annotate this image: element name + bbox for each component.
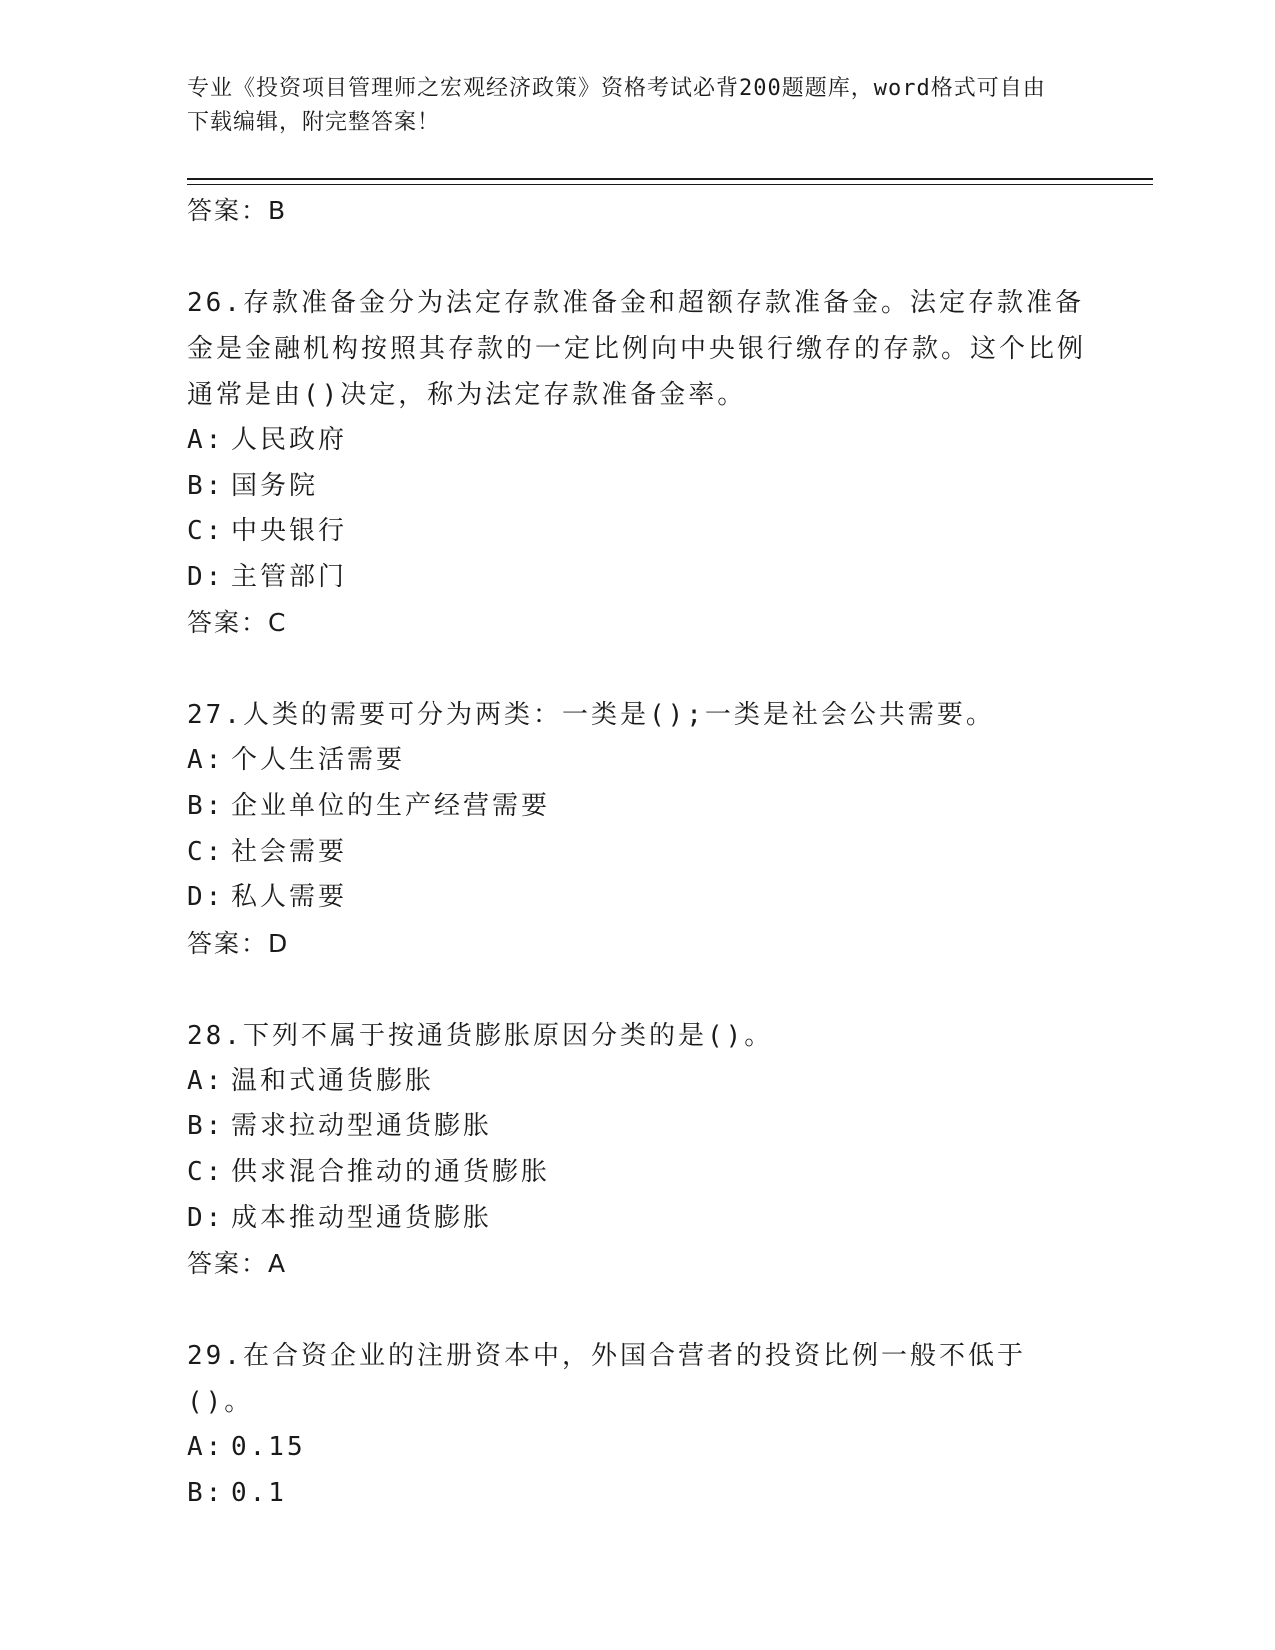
question-stem: 27.人类的需要可分为两类：一类是();一类是社会公共需要。 xyxy=(187,700,995,731)
option-key: C: xyxy=(187,1156,225,1187)
answer-line: 答案：C xyxy=(187,608,288,638)
option-key: A: xyxy=(187,1432,225,1463)
option-key: B: xyxy=(187,790,225,821)
option-a xyxy=(187,1059,1087,1105)
option-key: A: xyxy=(187,1065,225,1096)
question-list xyxy=(187,188,1087,1516)
document-header xyxy=(187,72,1067,140)
option-text: 中央银行 xyxy=(231,516,348,547)
option-text: 0.15 xyxy=(231,1432,306,1463)
header-divider xyxy=(187,178,1153,185)
option-key: C: xyxy=(187,836,225,867)
question-stem: 29.在合资企业的注册资本中，外国合营者的投资比例一般不低于()。 xyxy=(187,1341,1026,1418)
option-a xyxy=(187,738,1087,784)
option-text: 人民政府 xyxy=(231,425,348,455)
question-27 xyxy=(187,692,1087,966)
option-d xyxy=(187,555,1087,601)
option-text: 个人生活需要 xyxy=(231,745,406,776)
option-b xyxy=(187,784,1087,830)
question-stem: 28.下列不属于按通货膨胀原因分类的是()。 xyxy=(187,1020,774,1051)
option-key: B: xyxy=(187,1477,225,1508)
option-text: 主管部门 xyxy=(231,561,348,592)
option-text: 成本推动型通货膨胀 xyxy=(231,1202,493,1233)
option-key: D: xyxy=(187,561,225,592)
option-c xyxy=(187,1150,1087,1196)
option-c xyxy=(187,830,1087,876)
option-b xyxy=(187,1104,1087,1150)
question-28 xyxy=(187,1013,1087,1287)
option-c xyxy=(187,509,1087,555)
answer-line: 答案：D xyxy=(187,928,290,958)
option-text: 供求混合推动的通货膨胀 xyxy=(231,1156,551,1187)
question-29 xyxy=(187,1333,1087,1516)
question-stem: 26.存款准备金分为法定存款准备金和超额存款准备金。法定存款准备金是金融机构按照其存款的一定比例向中央银行缴存的存款。这个比例通常是由()决定，称为法定存款准备金率。 xyxy=(187,288,1087,410)
option-text: 企业单位的生产经营需要 xyxy=(231,790,551,821)
option-text: 0.1 xyxy=(231,1477,287,1508)
option-key: A: xyxy=(187,745,225,776)
option-key: D: xyxy=(187,882,225,913)
option-text: 需求拉动型通货膨胀 xyxy=(231,1111,493,1142)
option-key: B: xyxy=(187,470,225,501)
option-text: 私人需要 xyxy=(231,882,348,913)
option-a xyxy=(187,1425,1087,1471)
option-b xyxy=(187,464,1087,510)
option-text: 国务院 xyxy=(231,470,319,501)
header-text: 专业《投资项目管理师之宏观经济政策》资格考试必背200题题库，word格式可自由下载编辑，附完整答案！ xyxy=(187,76,1046,135)
option-a xyxy=(187,418,1087,464)
option-d xyxy=(187,875,1087,921)
option-text: 温和式通货膨胀 xyxy=(231,1065,435,1096)
option-key: C: xyxy=(187,516,225,547)
answer-line: 答案：B xyxy=(187,196,288,225)
question-26 xyxy=(187,280,1087,646)
answer-line: 答案：A xyxy=(187,1249,288,1279)
option-b xyxy=(187,1471,1087,1517)
option-text: 社会需要 xyxy=(231,836,348,867)
option-key: A: xyxy=(187,425,225,455)
option-d xyxy=(187,1196,1087,1242)
option-key: D: xyxy=(187,1202,225,1233)
option-key: B: xyxy=(187,1111,225,1142)
